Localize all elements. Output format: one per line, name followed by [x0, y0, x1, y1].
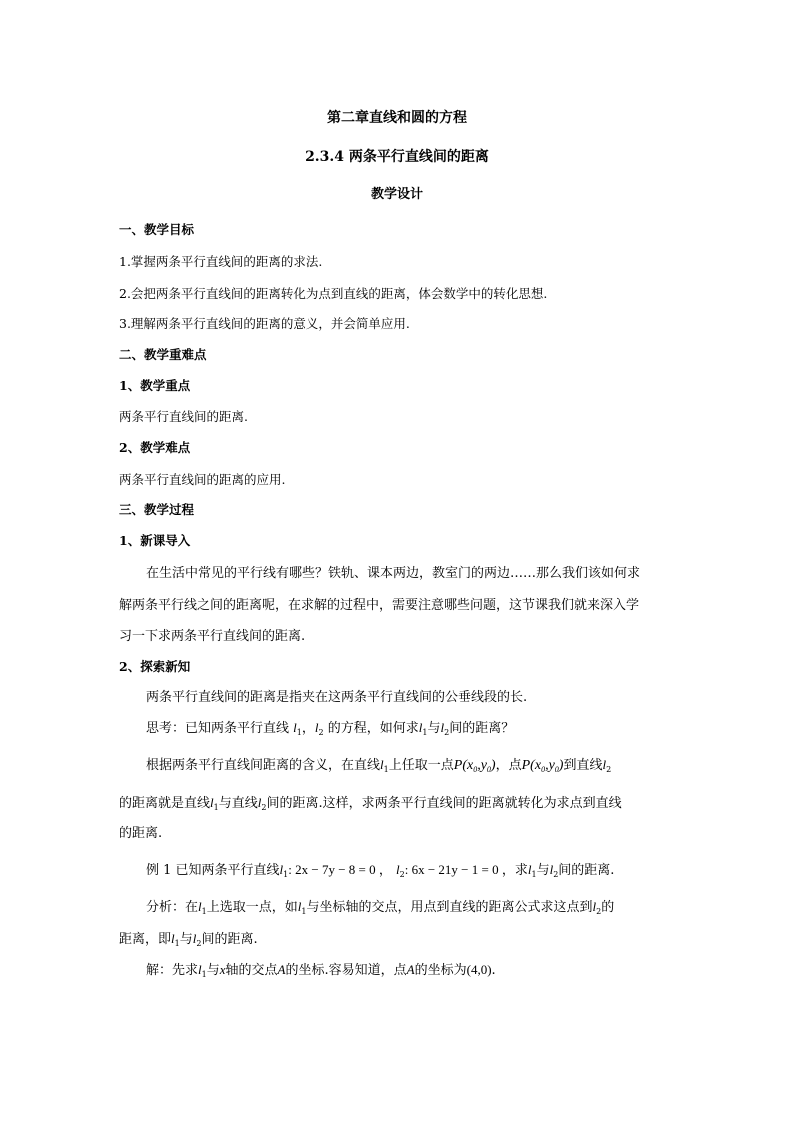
doc-subtitle: 教学设计	[370, 187, 423, 202]
heading-difficult-point: 2、教学难点	[119, 440, 191, 455]
goal-2: 2.会把两条平行直线间的距离转化为点到直线的距离，体会数学中的转化思想.	[119, 286, 548, 301]
solution-line-1: 解：先求$l_1$与x轴的交点A的坐标.容易知道，点A的坐标为(4,0).	[146, 962, 496, 979]
analysis-line-2: 距离，即$l_1$与$l_2$间的距离.	[119, 931, 258, 948]
intro-line-3: 习一下求两条平行直线间的距离.	[119, 629, 306, 644]
heading-goals: 一、教学目标	[119, 222, 195, 237]
heading-process: 三、教学过程	[119, 502, 195, 517]
heading-key-difficult: 二、教学重难点	[119, 347, 207, 362]
section-title: 2.3.4 两条平行直线间的距离	[305, 149, 489, 165]
heading-key-point: 1、教学重点	[119, 378, 191, 393]
heading-intro: 1、新课导入	[119, 533, 191, 548]
think-question: 思考：已知两条平行直线 $l_1$，$l_2$ 的方程，如何求$l_1$与$l_2$间的距离？	[146, 720, 515, 737]
paragraph-1-line-2: 的距离就是直线$l_1$与直线$l_2$间的距离.这样，求两条平行直线间的距离就转化为求点到直线	[119, 795, 622, 812]
difficult-point-text: 两条平行直线间的距离的应用.	[119, 472, 286, 487]
key-point-text: 两条平行直线间的距离.	[119, 409, 248, 424]
paragraph-1-line-1: 根据两条平行直线间距离的含义，在直线$l_1$上任取一点$P(x_0,y_0)$，点$P(x_0,y_0)$到直线$l_2$	[146, 757, 612, 774]
intro-line-1: 在生活中常见的平行线有哪些？铁轨、课本两边，教室门的两边……那么我们该如何求	[146, 566, 641, 581]
chapter-title: 第二章直线和圆的方程	[327, 110, 467, 126]
intro-line-2: 解两条平行线之间的距离呢，在求解的过程中，需要注意哪些问题，这节课我们就来深入学	[119, 598, 640, 613]
paragraph-1-line-3: 的距离.	[119, 826, 163, 841]
goal-1: 1.掌握两条平行直线间的距离的求法.	[119, 254, 323, 269]
heading-explore: 2、探索新知	[119, 659, 191, 674]
example-1: 例 1 已知两条平行直线$l_1$: 2x − 7y − 8 = 0 ， $l_2$: 6x − 21y − 1 = 0 ，求$l_1$与$l_2$间的距离.	[146, 862, 615, 879]
definition-text: 两条平行直线间的距离是指夹在这两条平行直线间的公垂线段的长.	[146, 690, 528, 705]
analysis-line-1: 分析：在$l_1$上选取一点，如$l_1$与坐标轴的交点，用点到直线的距离公式求这点到$l_2$的	[146, 899, 615, 916]
goal-3: 3.理解两条平行直线间的距离的意义，并会简单应用.	[119, 316, 410, 331]
